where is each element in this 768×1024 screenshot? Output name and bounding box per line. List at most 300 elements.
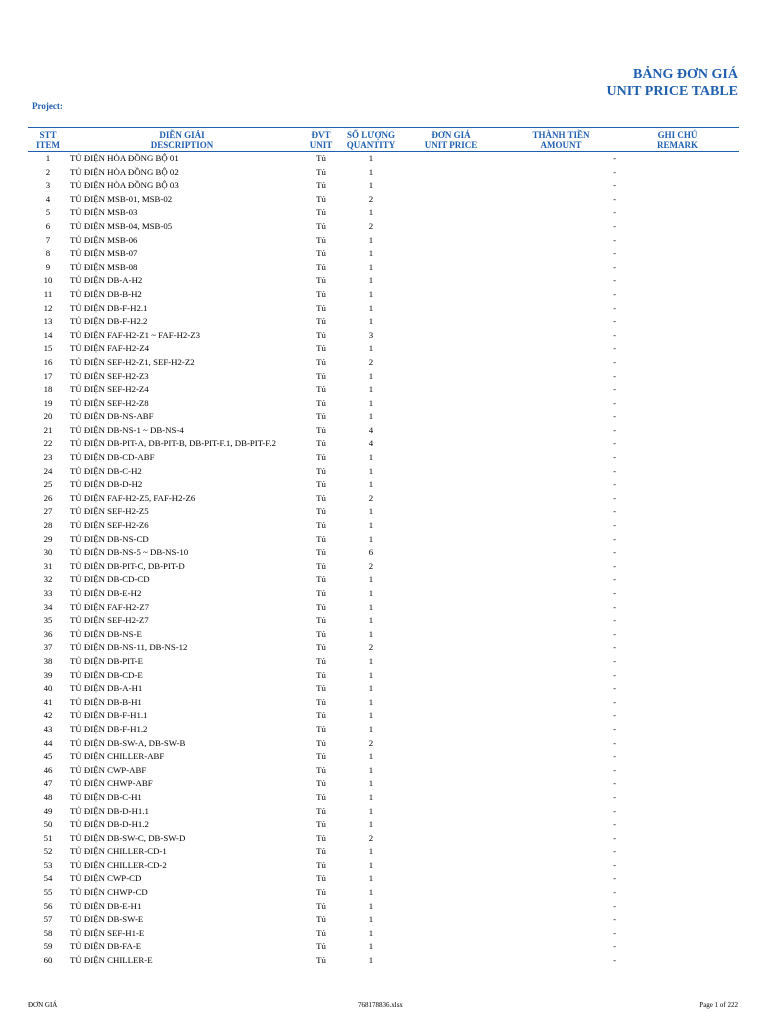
item-number: 36 [43, 628, 53, 639]
item-description: TỦ ĐIỆN DB-NS-E [70, 628, 142, 639]
item-quantity: 1 [368, 927, 374, 938]
item-remark [616, 247, 739, 261]
item-unit-price [396, 288, 506, 302]
item-description: TỦ ĐIỆN CWP-CD [70, 873, 142, 884]
item-remark [616, 954, 739, 968]
item-quantity: 1 [368, 180, 374, 191]
table-row [28, 410, 739, 424]
item-unit: Tủ [316, 153, 326, 163]
item-unit-price [396, 927, 506, 941]
item-quantity: 1 [368, 887, 374, 898]
item-amount: - [613, 234, 616, 245]
item-remark [616, 737, 739, 751]
table-row [28, 152, 739, 166]
item-unit-price [396, 492, 506, 506]
item-unit-price [396, 601, 506, 615]
item-remark [616, 913, 739, 927]
item-remark [616, 682, 739, 696]
item-unit: Tủ [316, 628, 326, 639]
item-unit: Tủ [316, 601, 326, 612]
item-unit: Tủ [316, 479, 326, 490]
table-row [28, 397, 739, 411]
item-quantity: 6 [368, 547, 374, 558]
table-row [28, 234, 739, 248]
item-quantity: 1 [368, 696, 374, 707]
item-unit: Tủ [316, 492, 326, 503]
item-unit-price [396, 641, 506, 655]
table-row [28, 832, 739, 846]
item-description: TỦ ĐIỆN DB-NS-1 ~ DB-NS-4 [70, 424, 184, 435]
item-amount: - [613, 547, 616, 558]
item-unit: Tủ [316, 207, 326, 218]
item-remark [616, 940, 739, 954]
item-unit: Tủ [316, 411, 326, 422]
item-amount: - [613, 887, 616, 898]
table-row [28, 437, 739, 451]
item-remark [616, 220, 739, 234]
table-row [28, 179, 739, 193]
item-description: TỦ ĐIỆN DB-D-H2 [70, 479, 143, 490]
item-unit-price [396, 628, 506, 642]
item-amount: - [613, 832, 616, 843]
item-remark [616, 900, 739, 914]
item-remark [616, 872, 739, 886]
item-amount: - [613, 275, 616, 286]
item-amount: - [613, 588, 616, 598]
item-unit-price [396, 356, 506, 370]
item-unit: Tủ [316, 723, 326, 734]
item-unit-price [396, 750, 506, 764]
item-number: 49 [43, 805, 53, 816]
item-unit: Tủ [316, 329, 326, 340]
item-quantity: 1 [368, 710, 374, 721]
header-unit-price: ĐƠN GIÁ UNIT PRICE [424, 129, 478, 150]
table-row [28, 737, 739, 751]
item-unit: Tủ [316, 737, 326, 748]
item-quantity: 1 [368, 723, 374, 734]
item-number: 9 [45, 261, 51, 272]
item-remark [616, 206, 739, 220]
item-quantity: 2 [368, 737, 374, 748]
header-item: STT ITEM [35, 129, 60, 150]
item-unit-price [396, 478, 506, 492]
item-number: 31 [43, 560, 53, 571]
footer-filename: 768178836.xlsx [358, 1001, 403, 1009]
item-unit: Tủ [316, 547, 326, 558]
item-amount: - [613, 533, 616, 544]
item-unit: Tủ [316, 683, 326, 694]
item-description: TỦ ĐIỆN DB-PIT-E [70, 655, 143, 666]
item-unit-price [396, 669, 506, 683]
item-description: TỦ ĐIỆN DB-SW-A, DB-SW-B [70, 737, 186, 748]
item-unit-price [396, 845, 506, 859]
item-number: 4 [45, 193, 51, 204]
item-quantity: 1 [368, 859, 374, 870]
item-description: TỦ ĐIỆN CHILLER-E [70, 955, 153, 966]
item-description: TỦ ĐIỆN DB-F-H1.1 [70, 710, 148, 721]
item-unit-price [396, 166, 506, 180]
item-amount: - [613, 193, 616, 204]
item-description: TỦ ĐIỆN FAF-H2-Z4 [70, 343, 149, 354]
item-number: 57 [43, 914, 53, 925]
item-number: 22 [43, 438, 53, 449]
item-number: 26 [43, 492, 53, 503]
item-amount: - [613, 316, 616, 327]
item-amount: - [613, 655, 616, 666]
item-number: 7 [45, 234, 51, 245]
item-unit: Tủ [316, 343, 326, 354]
table-row [28, 954, 739, 968]
table-row [28, 533, 739, 547]
item-quantity: 2 [368, 832, 374, 843]
item-amount: - [613, 859, 616, 870]
item-quantity: 1 [368, 900, 374, 911]
item-quantity: 1 [368, 234, 374, 245]
item-remark [616, 179, 739, 193]
item-description: TỦ ĐIỆN MSB-01, MSB-02 [70, 193, 173, 204]
item-quantity: 1 [368, 452, 374, 463]
item-number: 23 [43, 452, 53, 463]
item-quantity: 1 [368, 873, 374, 884]
item-quantity: 1 [368, 465, 374, 476]
item-remark [616, 764, 739, 778]
item-amount: - [613, 900, 616, 911]
item-description: TỦ ĐIỆN CHILLER-ABF [70, 751, 165, 762]
table-row [28, 342, 739, 356]
item-quantity: 1 [368, 655, 374, 666]
item-number: 14 [43, 329, 53, 340]
item-number: 10 [43, 275, 53, 286]
item-number: 25 [43, 479, 53, 490]
item-description: TỦ ĐIỆN DB-FA-E [70, 941, 142, 952]
table-row [28, 573, 739, 587]
item-quantity: 1 [368, 955, 374, 966]
table-row [28, 940, 739, 954]
footer-page-number: Page 1 of 222 [699, 1001, 738, 1009]
item-remark [616, 723, 739, 737]
item-description: TỦ ĐIỆN DB-D-H1.1 [70, 805, 149, 816]
item-description: TỦ ĐIỆN MSB-03 [70, 207, 138, 218]
item-description: TỦ ĐIỆN DB-A-H2 [70, 275, 143, 286]
item-description: TỦ ĐIỆN DB-CD-ABF [70, 452, 155, 463]
item-unit: Tủ [316, 927, 326, 938]
item-number: 34 [43, 601, 53, 612]
item-quantity: 1 [368, 302, 374, 313]
table-row [28, 546, 739, 560]
item-unit: Tủ [316, 955, 326, 966]
item-unit-price [396, 832, 506, 846]
item-remark [616, 669, 739, 683]
item-quantity: 2 [368, 193, 374, 204]
item-remark [616, 152, 739, 166]
table-row [28, 206, 739, 220]
item-unit: Tủ [316, 642, 326, 653]
item-unit-price [396, 764, 506, 778]
item-description: TỦ ĐIỆN SEF-H1-E [70, 927, 145, 938]
item-unit-price [396, 342, 506, 356]
table-row [28, 696, 739, 710]
item-amount: - [613, 601, 616, 612]
header-unit: ĐVT UNIT [309, 129, 333, 150]
item-amount: - [613, 207, 616, 218]
item-number: 5 [45, 207, 51, 218]
item-unit: Tủ [316, 438, 326, 449]
item-amount: - [613, 465, 616, 476]
item-description: TỦ ĐIỆN DB-B-H1 [70, 696, 142, 707]
item-description: TỦ ĐIỆN SEF-H2-Z6 [70, 520, 149, 531]
item-unit-price [396, 383, 506, 397]
table-row [28, 560, 739, 574]
table-row [28, 859, 739, 873]
item-amount: - [613, 628, 616, 639]
item-number: 54 [43, 873, 53, 884]
item-number: 8 [45, 248, 51, 259]
item-unit-price [396, 805, 506, 819]
item-unit: Tủ [316, 384, 326, 395]
item-amount: - [613, 248, 616, 259]
item-description: TỦ ĐIỆN DB-E-H2 [70, 588, 142, 598]
item-quantity: 1 [368, 601, 374, 612]
item-remark [616, 818, 739, 832]
item-quantity: 1 [368, 914, 374, 925]
footer-sheet-name: ĐƠN GIÁ [28, 1001, 58, 1009]
item-unit-price [396, 913, 506, 927]
item-number: 12 [43, 302, 53, 313]
item-unit-price [396, 193, 506, 207]
table-row [28, 465, 739, 479]
table-row [28, 614, 739, 628]
item-unit-price [396, 655, 506, 669]
item-description: TỦ ĐIỆN DB-NS-ABF [70, 411, 154, 422]
table-row [28, 927, 739, 941]
table-row [28, 682, 739, 696]
item-description: TỦ ĐIỆN HÒA ĐỒNG BỘ 03 [70, 180, 179, 191]
table-row [28, 424, 739, 438]
item-unit: Tủ [316, 710, 326, 721]
item-unit-price [396, 954, 506, 968]
item-description: TỦ ĐIỆN CWP-ABF [70, 764, 147, 775]
item-remark [616, 465, 739, 479]
item-number: 40 [43, 683, 53, 694]
item-description: TỦ ĐIỆN CHILLER-CD-1 [70, 846, 167, 857]
item-number: 24 [43, 465, 53, 476]
item-remark [616, 329, 739, 343]
item-description: TỦ ĐIỆN SEF-H2-Z7 [70, 615, 149, 626]
item-amount: - [613, 819, 616, 830]
item-amount: - [613, 941, 616, 952]
table-row [28, 913, 739, 927]
table-row [28, 750, 739, 764]
item-amount: - [613, 520, 616, 531]
item-number: 33 [43, 588, 53, 598]
item-unit-price [396, 206, 506, 220]
item-amount: - [613, 452, 616, 463]
item-number: 55 [43, 887, 53, 898]
item-quantity: 1 [368, 397, 374, 408]
item-unit-price [396, 777, 506, 791]
item-quantity: 1 [368, 805, 374, 816]
table-row [28, 519, 739, 533]
item-unit-price [396, 696, 506, 710]
table-row [28, 505, 739, 519]
item-unit: Tủ [316, 805, 326, 816]
item-amount: - [613, 384, 616, 395]
item-unit: Tủ [316, 248, 326, 259]
item-unit-price [396, 274, 506, 288]
item-number: 15 [43, 343, 53, 354]
item-number: 21 [43, 424, 53, 435]
item-unit: Tủ [316, 234, 326, 245]
item-unit-price [396, 302, 506, 316]
table-row [28, 383, 739, 397]
item-remark [616, 424, 739, 438]
item-quantity: 1 [368, 384, 374, 395]
item-description: TỦ ĐIỆN FAF-H2-Z5, FAF-H2-Z6 [70, 492, 196, 503]
item-number: 13 [43, 316, 53, 327]
item-quantity: 1 [368, 316, 374, 327]
item-unit-price [396, 533, 506, 547]
item-remark [616, 315, 739, 329]
table-row [28, 261, 739, 275]
item-amount: - [613, 302, 616, 313]
item-unit: Tủ [316, 791, 326, 802]
item-unit-price [396, 614, 506, 628]
item-unit: Tủ [316, 887, 326, 898]
item-amount: - [613, 710, 616, 721]
item-unit-price [396, 370, 506, 384]
item-description: TỦ ĐIỆN HÒA ĐỒNG BỘ 02 [70, 166, 179, 177]
item-quantity: 1 [368, 846, 374, 857]
table-row [28, 723, 739, 737]
item-unit: Tủ [316, 288, 326, 299]
item-number: 46 [43, 764, 53, 775]
item-number: 42 [43, 710, 53, 721]
item-amount: - [613, 955, 616, 966]
item-number: 59 [43, 941, 53, 952]
item-unit-price [396, 859, 506, 873]
item-number: 38 [43, 655, 53, 666]
item-description: TỦ ĐIỆN DB-SW-E [70, 914, 144, 925]
item-quantity: 1 [368, 166, 374, 177]
item-unit-price [396, 940, 506, 954]
item-unit-price [396, 410, 506, 424]
item-unit: Tủ [316, 900, 326, 911]
table-row [28, 288, 739, 302]
item-description: TỦ ĐIỆN DB-F-H2.1 [70, 302, 148, 313]
item-remark [616, 655, 739, 669]
item-unit-price [396, 397, 506, 411]
item-number: 2 [45, 166, 51, 177]
title-english: UNIT PRICE TABLE [606, 84, 738, 99]
item-remark [616, 166, 739, 180]
item-remark [616, 927, 739, 941]
item-quantity: 1 [368, 778, 374, 789]
item-number: 50 [43, 819, 53, 830]
unit-price-table [28, 127, 739, 968]
item-amount: - [613, 153, 616, 163]
item-description: TỦ ĐIỆN DB-NS-11, DB-NS-12 [70, 642, 188, 653]
item-number: 18 [43, 384, 53, 395]
table-row [28, 709, 739, 723]
item-number: 60 [43, 955, 53, 966]
item-description: TỦ ĐIỆN MSB-06 [70, 234, 138, 245]
item-amount: - [613, 397, 616, 408]
item-description: TỦ ĐIỆN MSB-08 [70, 261, 138, 272]
item-number: 44 [43, 737, 53, 748]
item-unit: Tủ [316, 180, 326, 191]
item-unit-price [396, 886, 506, 900]
item-quantity: 1 [368, 520, 374, 531]
table-row [28, 492, 739, 506]
table-row [28, 669, 739, 683]
item-description: TỦ ĐIỆN DB-F-H1.2 [70, 723, 148, 734]
item-unit-price [396, 682, 506, 696]
item-amount: - [613, 615, 616, 626]
project-label: Project: [32, 101, 63, 111]
item-amount: - [613, 356, 616, 367]
item-amount: - [613, 479, 616, 490]
item-amount: - [613, 370, 616, 381]
item-description: TỦ ĐIỆN DB-NS-CD [70, 533, 149, 544]
item-amount: - [613, 166, 616, 177]
item-unit-price [396, 573, 506, 587]
item-remark [616, 777, 739, 791]
item-unit: Tủ [316, 316, 326, 327]
table-row [28, 886, 739, 900]
item-remark [616, 302, 739, 316]
item-quantity: 2 [368, 220, 374, 231]
item-remark [616, 370, 739, 384]
item-unit: Tủ [316, 356, 326, 367]
item-unit: Tủ [316, 655, 326, 666]
item-description: TỦ ĐIỆN CHWP-ABF [70, 778, 153, 789]
item-number: 51 [43, 832, 53, 843]
item-quantity: 1 [368, 669, 374, 680]
item-unit-price [396, 737, 506, 751]
item-description: TỦ ĐIỆN SEF-H2-Z4 [70, 384, 149, 395]
item-amount: - [613, 438, 616, 449]
item-unit: Tủ [316, 588, 326, 598]
item-remark [616, 383, 739, 397]
item-remark [616, 261, 739, 275]
item-number: 11 [43, 288, 53, 299]
table-row [28, 220, 739, 234]
item-description: TỦ ĐIỆN FAF-H2-Z1 ~ FAF-H2-Z3 [70, 329, 201, 340]
item-unit-price [396, 546, 506, 560]
item-number: 53 [43, 859, 53, 870]
item-unit-price [396, 424, 506, 438]
item-number: 32 [43, 574, 53, 585]
item-remark [616, 859, 739, 873]
table-header-row [28, 128, 739, 152]
item-quantity: 1 [368, 479, 374, 490]
table-row [28, 274, 739, 288]
item-description: TỦ ĐIỆN SEF-H2-Z5 [70, 506, 149, 517]
item-description: TỦ ĐIỆN DB-A-H1 [70, 683, 143, 694]
item-quantity: 1 [368, 411, 374, 422]
item-description: TỦ ĐIỆN MSB-07 [70, 248, 138, 259]
item-quantity: 1 [368, 153, 374, 163]
item-description: TỦ ĐIỆN SEF-H2-Z1, SEF-H2-Z2 [70, 356, 195, 367]
item-description: TỦ ĐIỆN DB-CD-E [70, 669, 143, 680]
item-quantity: 4 [368, 424, 374, 435]
item-remark [616, 601, 739, 615]
item-remark [616, 573, 739, 587]
table-row [28, 805, 739, 819]
item-description: TỦ ĐIỆN DB-PIT-C, DB-PIT-D [70, 560, 185, 571]
header-description: DIỄN GIẢI DESCRIPTION [150, 129, 214, 150]
item-unit: Tủ [316, 751, 326, 762]
